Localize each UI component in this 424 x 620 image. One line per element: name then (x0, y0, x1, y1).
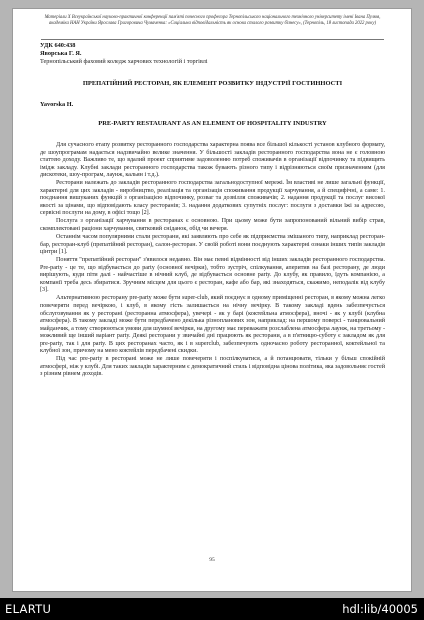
handle-label: hdl:lib/40005 (342, 602, 418, 616)
author-ua: Яворська Г. Я. (40, 50, 82, 57)
udk-code: УДК 640:438 (40, 42, 76, 49)
paragraph: Ресторани належать до закладів ресторанного господарства загальнодоступної мережі. Їм властиві не лише загальні функції, характерні для цих закладів - виробництво, реалізація та організація споживання продукції харчування, а й специфічні, а саме: 1. поєднання вишуканих функцій з організацією відпочинку, розваг та дозвілля споживачів; 2. надання продукції та послуг високої якості за цінами, що відповідають класу ресторанів; 3. надання додаткових супутніх послуг: послуги з доставки їжі за адресою, сервісні послуги на дому, в офісі тощо [2]. (40, 180, 385, 217)
article-title-ua: ПРЕПАТІЙНИЙ РЕСТОРАН, ЯК ЕЛЕМЕНТ РОЗВИТКУ ІНДУСТРІЇ ГОСТИННОСТІ (82, 80, 343, 87)
header-divider (41, 39, 384, 40)
article-title-en: PRE-PARTY RESTAURANT AS AN ELEMENT OF HOSPITALITY INDUSTRY (98, 120, 327, 127)
repository-label: ELARTU (5, 602, 52, 616)
page-number: 95 (209, 557, 215, 563)
repository-footer-bar (0, 598, 424, 620)
document-page (13, 9, 411, 591)
paragraph: Для сучасного етапу розвитку ресторанного господарства характерна поява все більшої кількості установ клубного формату, де шоупрограмам надається надзвичайно велике значення. У більшості закладів ресторанного господарства вона не є головною статтею доходу. Важливо те, що вдалий проект сприятиме задоволенню потреб споживачів в організації відпочинку та підвищить імідж закладу. Клубні заклади ресторанного господарства також бувають різного типу і відрізняються своїм призначенням (для дискотеки, шоу-програм, лаунж, кальян і т.д.). (40, 142, 385, 179)
paragraph: Послуга з організації харчування в ресторанах є основною. При цьому може бути запропонований вільний вибір страв, скомплектовані раціони харчування, святковий сніданок, обід чи вечеря. (40, 218, 385, 233)
paragraph: Останнім часом популярними стали ресторани, які заявляють про себе як підприємства змішаного типу, наприклад ресторан-бар, ресторан-клуб (препатійний ресторан), салон-ресторан. У своїй роботі вони поєднують характерні ознаки інших типів закладів цінтри [1]. (40, 234, 385, 256)
author-en: Yavorska H. (40, 101, 74, 108)
author-affiliation: Тернопільський фаховий коледж харчових технологій і торгівлі (40, 58, 208, 65)
paragraph: Під час pre-party в ресторані може не лише повечеряти і поспілкуватися, а й потанцювати, тільки у більш спокійній атмосфері, ніж у клубі. Для таких закладів характерним є демократичний стиль і відповідна цінова політика, яка задовольняє гостей з різним рівнем доходів. (40, 356, 385, 378)
conference-header: Матеріали X Всеукраїнської науково-практичної конференції пам'яті почесного професора Тернопільського національного технічного університету імені Івана Пулюя, академіка НАН України Ярослава Григоровича Чумаченка: «Соціальна відповідальність як основа сталого розвитку бізнесу», (Тернопіль, 18 листопада 2022 року) (44, 15, 381, 26)
paragraph: Поняття "препатійний ресторан" з'явилося недавно. Він має певні відмінності від інших закладів ресторанного господарства. Pre-party - це те, що відбувається до party (основної вечірки), тобто зустріч, спілкування, аперитив на базі ресторану, де люди вирішують, куди піти далі - найчастіше в нічний клуб, де відбувається основне party. До клубу, як правило, їдуть компанією, а компанії треба десь збиратися. Зручним місцем для цього є ресторан, кафе або бар, які знаходяться, скажимо, неподалік від клубу [3]. (40, 257, 385, 294)
article-body (40, 142, 385, 379)
paragraph: Альтернативною ресторану pre-party може бути super-club, який поєднує в одному приміщенні ресторан, в якому можна легко повечеряти перед вечіркою, і клуб, в якому гість залишається на нічну вечірку. В такому закладі вдень забезпечується обслуговування як у ресторані (ресторанна атмосфера), увечері - як у барі (коктейльна атмосфера), вночі - як у клубі (клубна атмосфера). В такому закладі може бути передбачено декілька різнопланових зон, наприклад: на першому поверсі - танцювальний майданчик, а тому створюються умови для шумної вечірки, на другому має переважати розслаблена атмосфера лаунж, на третьому - можливий ще інший варіант party. Деякі ресторани у звичайні дні працюють як ресторани, а в п'ятницю-суботу є закладом як для pre-party, так і для party. В цих ресторанах часто, як і в superclub, забезпечують одночасно роботу ресторанної, коктейльної та клубної зон, причому на мено коктейлів передбачені скидки. (40, 295, 385, 355)
